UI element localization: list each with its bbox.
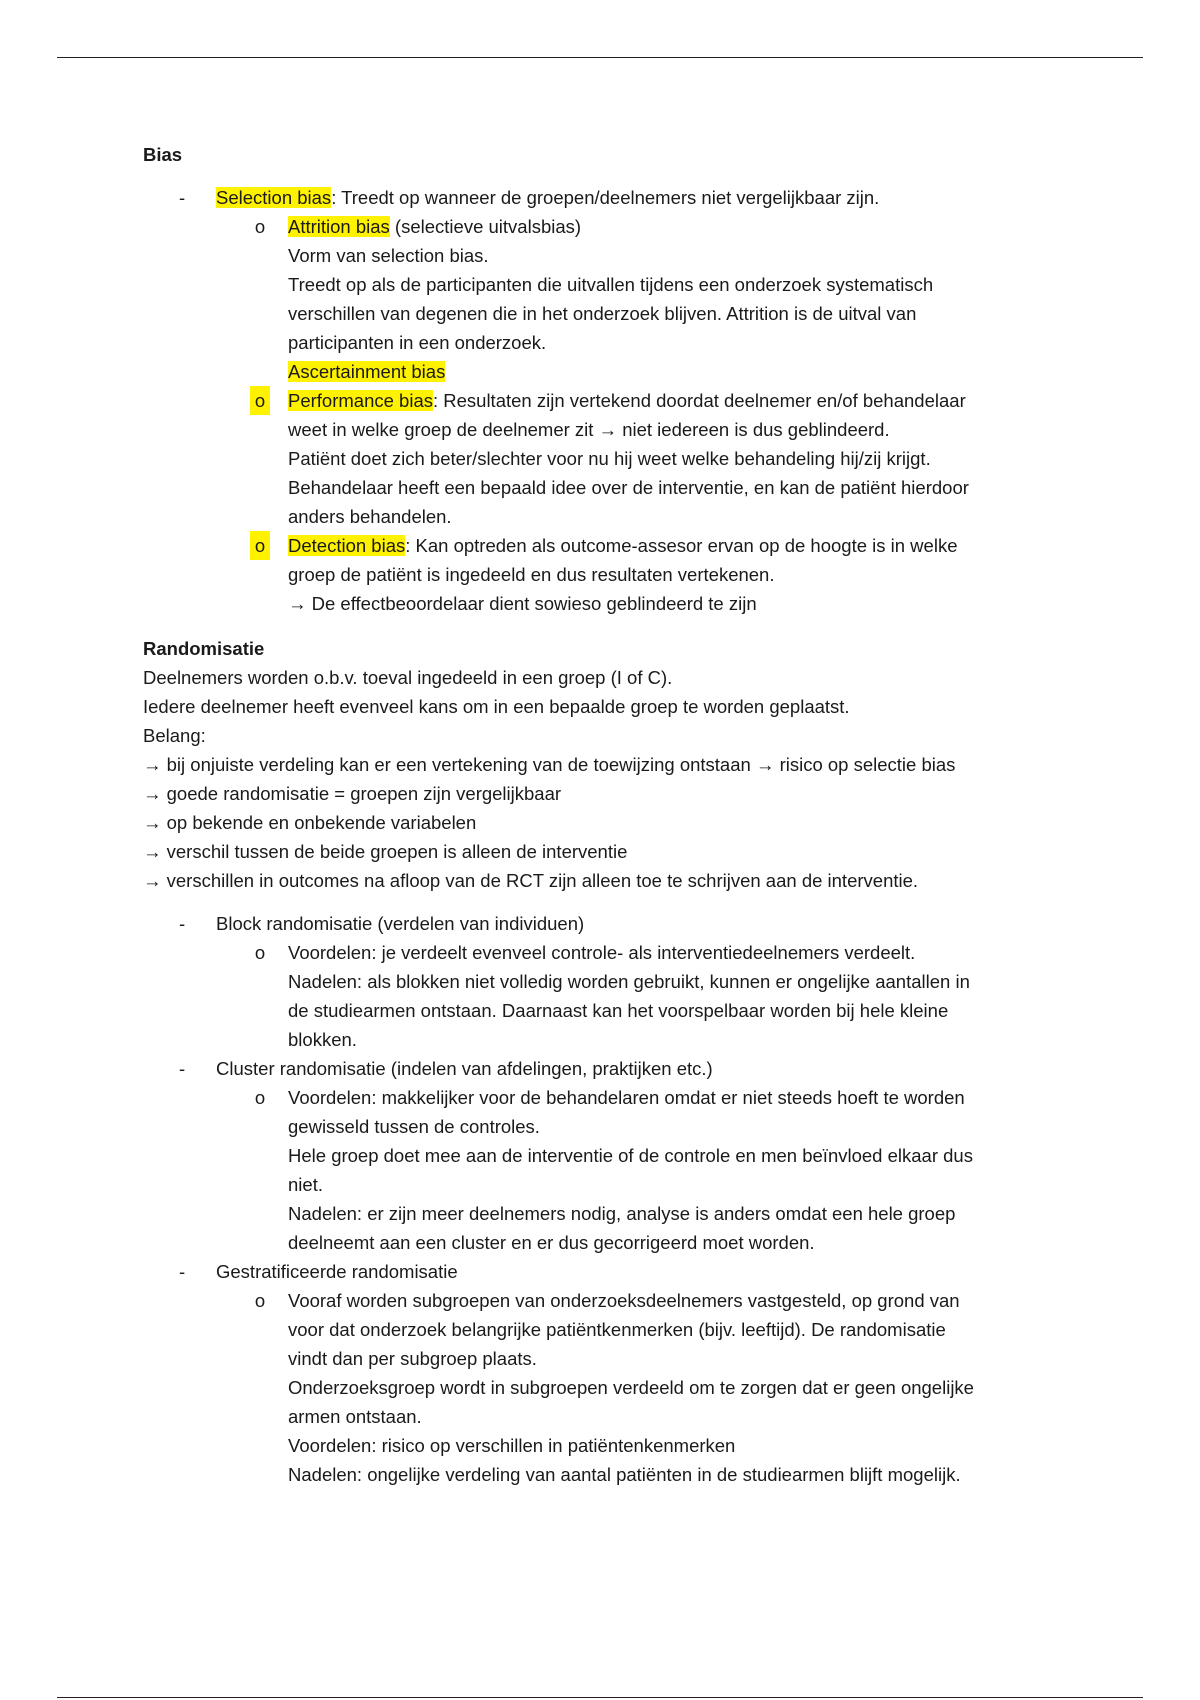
intro-line: → op bekende en onbekende variabelen xyxy=(143,812,477,833)
gestratificeerde-randomisatie-item xyxy=(143,1257,1043,1286)
bias-heading: Bias xyxy=(143,144,183,165)
cluster-voordelen-text: Voordelen: makkelijker voor de behandelaren omdat er niet steeds hoeft te worden xyxy=(288,1087,965,1108)
strat-line: voor dat onderzoek belangrijke patiëntkenmerken (bijv. leeftijd). De randomisatie xyxy=(288,1319,946,1340)
circle-bullet: o xyxy=(254,216,266,237)
selection-bias-term: Selection bias xyxy=(216,187,332,208)
cluster-randomisatie-title: Cluster randomisatie (indelen van afdelingen, praktijken etc.) xyxy=(216,1058,713,1079)
detection-bias-item xyxy=(143,531,1043,560)
intro-line: Belang: xyxy=(143,725,206,746)
cluster-randomisatie-item xyxy=(143,1054,1043,1083)
dash-bullet: - xyxy=(179,913,186,934)
block-randomisatie-item xyxy=(143,909,1043,938)
performance-line: Behandelaar heeft een bepaald idee over de interventie, en kan de patiënt hierdoor xyxy=(288,477,969,498)
dash-bullet: - xyxy=(179,187,186,208)
strat-line: Voordelen: risico op verschillen in patiëntenkenmerken xyxy=(288,1435,736,1456)
circle-bullet: o xyxy=(254,1290,266,1311)
detection-bias-text: : Kan optreden als outcome-assesor ervan op de hoogte is in welke xyxy=(405,535,958,556)
intro-line: Iedere deelnemer heeft evenveel kans om in een bepaalde groep te worden geplaatst. xyxy=(143,696,850,717)
cluster-line: deelneemt aan een cluster en er dus gecorrigeerd moet worden. xyxy=(288,1232,815,1253)
circle-bullet: o xyxy=(250,386,270,415)
performance-bias-item xyxy=(143,386,1043,415)
strat-line: Nadelen: ongelijke verdeling van aantal patiënten in de studiearmen blijft mogelijk. xyxy=(288,1464,961,1485)
selection-bias-item xyxy=(143,183,1043,212)
circle-bullet: o xyxy=(250,531,270,560)
block-line: de studiearmen ontstaan. Daarnaast kan het voorspelbaar worden bij hele kleine xyxy=(288,1000,949,1021)
block-voordelen-text: Voordelen: je verdeelt evenveel controle- als interventiedeelnemers verdeelt. xyxy=(288,942,916,963)
attrition-bias-text: (selectieve uitvalsbias) xyxy=(389,216,582,237)
block-line: blokken. xyxy=(288,1029,357,1050)
performance-bias-term: Performance bias xyxy=(288,390,433,411)
intro-line: → goede randomisatie = groepen zijn vergelijkbaar xyxy=(143,783,562,804)
footer-rule xyxy=(57,1697,1143,1698)
intro-line: → verschillen in outcomes na afloop van de RCT zijn alleen toe te schrijven aan de interventie. xyxy=(143,870,919,891)
strat-line: vindt dan per subgroep plaats. xyxy=(288,1348,537,1369)
attrition-line: participanten in een onderzoek. xyxy=(288,332,547,353)
circle-bullet: o xyxy=(254,942,266,963)
detection-line: → De effectbeoordelaar dient sowieso geblindeerd te zijn xyxy=(288,593,757,614)
header-rule xyxy=(57,57,1143,58)
performance-line: Patiënt doet zich beter/slechter voor nu hij weet welke behandeling hij/zij krijgt. xyxy=(288,448,931,469)
strat-first-item xyxy=(143,1286,1043,1315)
strat-line: Onderzoeksgroep wordt in subgroepen verdeeld om te zorgen dat er geen ongelijke xyxy=(288,1377,974,1398)
document-body xyxy=(143,140,1043,1489)
performance-line: anders behandelen. xyxy=(288,506,452,527)
cluster-line: Hele groep doet mee aan de interventie of de controle en men beïnvloed elkaar dus xyxy=(288,1145,973,1166)
dash-bullet: - xyxy=(179,1261,186,1282)
gestratificeerde-randomisatie-title: Gestratificeerde randomisatie xyxy=(216,1261,458,1282)
performance-bias-text: : Resultaten zijn vertekend doordat deelnemer en/of behandelaar xyxy=(432,390,966,411)
strat-first-text: Vooraf worden subgroepen van onderzoeksdeelnemers vastgesteld, op grond van xyxy=(288,1290,960,1311)
block-voordelen-item xyxy=(143,938,1043,967)
circle-bullet: o xyxy=(254,1087,266,1108)
intro-line: → bij onjuiste verdeling kan er een vertekening van de toewijzing ontstaan → risico op selectie bias xyxy=(143,754,956,775)
randomisatie-heading: Randomisatie xyxy=(143,638,265,659)
detection-line: groep de patiënt is ingedeeld en dus resultaten vertekenen. xyxy=(288,564,775,585)
attrition-bias-term: Attrition bias xyxy=(288,216,390,237)
ascertainment-bias-item xyxy=(143,357,1043,386)
attrition-line: verschillen van degenen die in het onderzoek blijven. Attrition is de uitval van xyxy=(288,303,917,324)
attrition-line: Vorm van selection bias. xyxy=(288,245,489,266)
attrition-bias-item xyxy=(143,212,1043,241)
ascertainment-bias-term: Ascertainment bias xyxy=(288,361,446,382)
cluster-line: gewisseld tussen de controles. xyxy=(288,1116,540,1137)
strat-line: armen ontstaan. xyxy=(288,1406,422,1427)
selection-bias-text: : Treedt op wanneer de groepen/deelnemers niet vergelijkbaar zijn. xyxy=(331,187,880,208)
performance-line: weet in welke groep de deelnemer zit → niet iedereen is dus geblindeerd. xyxy=(288,419,890,440)
block-line: Nadelen: als blokken niet volledig worden gebruikt, kunnen er ongelijke aantallen in xyxy=(288,971,970,992)
detection-bias-term: Detection bias xyxy=(288,535,406,556)
block-randomisatie-title: Block randomisatie (verdelen van individuen) xyxy=(216,913,585,934)
dash-bullet: - xyxy=(179,1058,186,1079)
intro-line: → verschil tussen de beide groepen is alleen de interventie xyxy=(143,841,628,862)
cluster-voordelen-item xyxy=(143,1083,1043,1112)
intro-line: Deelnemers worden o.b.v. toeval ingedeeld in een groep (I of C). xyxy=(143,667,673,688)
attrition-line: Treedt op als de participanten die uitvallen tijdens een onderzoek systematisch xyxy=(288,274,934,295)
cluster-line: Nadelen: er zijn meer deelnemers nodig, analyse is anders omdat een hele groep xyxy=(288,1203,956,1224)
cluster-line: niet. xyxy=(288,1174,323,1195)
